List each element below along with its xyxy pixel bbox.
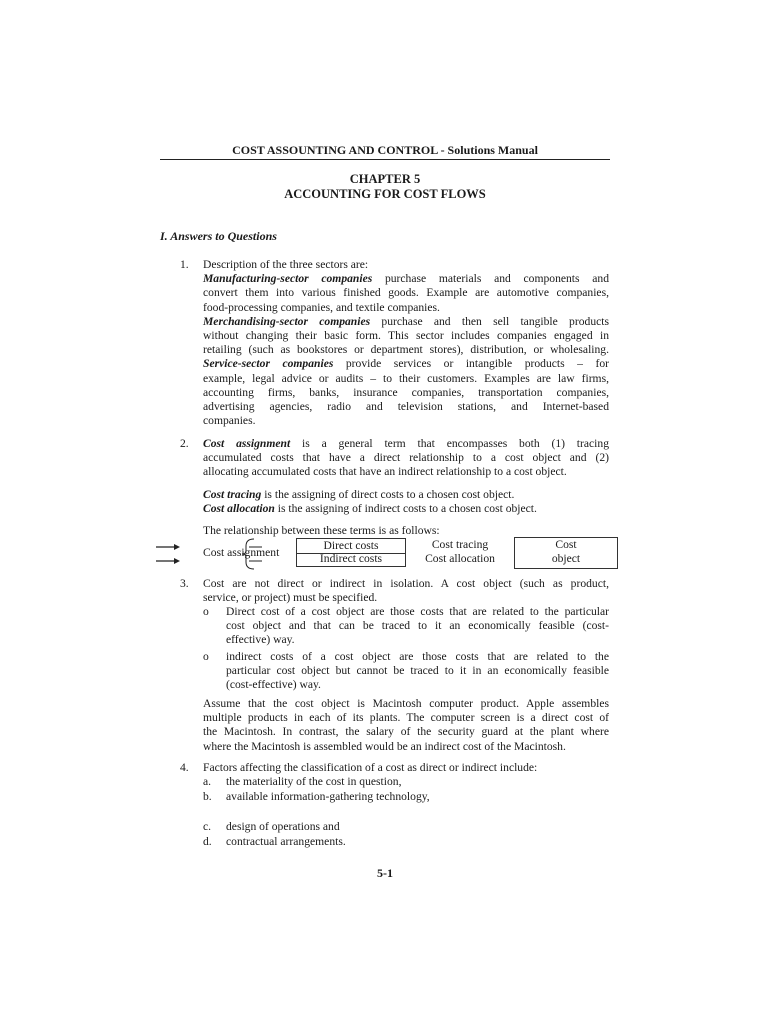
q3-p-line-1: Assume that the cost object is Macintosh computer product. Apple assembles — [203, 697, 609, 710]
header-rule — [160, 159, 610, 160]
q3-p-line-4: where the Macintosh is assembled would be an indirect cost of the Macintosh. — [203, 739, 566, 753]
cost-tracing-text: is the assigning of direct costs to a chosen cost object. — [261, 488, 515, 501]
q1-service-line-3: accounting firms, banks, insurance companies, transportation companies, — [203, 385, 609, 399]
q3-p-line-3: the Macintosh. In contrast, the salary of the security guard at the plant where — [203, 725, 609, 739]
q3-b2-line-1: indirect costs of a cost object are those costs that are related to the — [226, 650, 609, 663]
cost-object-box — [514, 537, 618, 569]
q2-relationship-intro: The relationship between these terms is as follows: — [203, 524, 440, 537]
question-2-number: 2. — [180, 437, 189, 450]
q4-item-d-text: contractual arrangements. — [226, 835, 346, 848]
q1-svc-text-1: provide services or intangible products – for — [333, 357, 609, 371]
q3-bullet-1 — [226, 605, 609, 648]
q1-manufacturing-line-3: food-processing companies, and textile companies. — [203, 300, 440, 314]
q3-b2-line-3: (cost-effective) way. — [226, 678, 321, 692]
q3-p-line-2: multiple products in each of its plants. The computer screen is a direct cost of — [203, 711, 609, 725]
document-header-title: COST ASSOUNTING AND CONTROL - Solutions Manual — [232, 143, 538, 157]
cost-assignment-term: Cost assignment — [203, 437, 291, 450]
q2-line-2: accumulated costs that have a direct relationship to a cost object and (2) — [203, 451, 609, 465]
cost-tracing-definition — [203, 488, 609, 502]
q3-bullet-2 — [226, 650, 609, 693]
q2-text-1: is a general term that encompasses both (1) tracing — [290, 437, 609, 450]
cost-allocation-definition — [203, 502, 609, 516]
q3-line-1: Cost are not direct or indirect in isolation. A cost object (such as product, — [203, 577, 609, 590]
q1-service-line-4: advertising agencies, radio and television stations, and Internet-based — [203, 400, 609, 414]
indirect-costs-box: Indirect costs — [296, 552, 406, 567]
arrow-head-icon — [174, 558, 180, 564]
cost-assignment-diagram — [150, 536, 620, 572]
q4-item-a-label: a. — [203, 775, 212, 788]
cost-tracing-term: Cost tracing — [203, 488, 262, 501]
q3-bullet-1-marker: o — [203, 605, 209, 618]
cost-allocation-text: is the assigning of indirect costs to a chosen cost object. — [274, 502, 537, 516]
service-term: Service-sector companies — [203, 357, 334, 371]
cost-object-line-1: Cost — [555, 538, 577, 551]
question-1-text — [203, 258, 609, 428]
q1-service-line-2: example, legal advice or audits – to their customers. Examples are law firms, — [203, 371, 609, 385]
manufacturing-term: Manufacturing-sector companies — [203, 272, 373, 286]
q3-b1-line-1: Direct cost of a cost object are those costs that are related to the particular — [226, 605, 609, 618]
q2-line-1 — [203, 437, 609, 451]
q3-line-2: service, or project) must be specified. — [203, 591, 378, 605]
chapter-number: CHAPTER 5 — [349, 172, 421, 186]
question-4-number: 4. — [180, 761, 189, 774]
diagram-cost-allocation-label: Cost allocation — [425, 552, 495, 565]
q1-service-line-5: companies. — [203, 414, 256, 428]
q3-b1-line-3: effective) way. — [226, 633, 295, 647]
question-3-number: 3. — [180, 577, 189, 590]
question-1-number: 1. — [180, 258, 189, 271]
q4-item-b-label: b. — [203, 790, 212, 803]
q1-merchandising-line-3: retailing (such as bookstores or department stores), distribution, or wholesaling. — [203, 343, 609, 357]
q4-item-c-text: design of operations and — [226, 820, 340, 833]
q3-bullet-2-marker: o — [203, 650, 209, 663]
q2-line-3: allocating accumulated costs that have an indirect relationship to a cost object. — [203, 465, 567, 479]
q3-b1-line-2: cost object and that can be traced to it an economically feasible (cost- — [226, 619, 609, 633]
question-2-text — [203, 437, 609, 480]
cost-allocation-term: Cost allocation — [203, 502, 275, 516]
q4-item-a-text: the materiality of the cost in question, — [226, 775, 402, 788]
q1-merchandising-line-2: without changing their basic form. This sector includes companies engaged in — [203, 329, 609, 343]
diagram-cost-tracing-label: Cost tracing — [431, 538, 489, 551]
q1-service-line-1 — [203, 357, 609, 371]
q1-manufacturing-line-2: convert them into various finished goods. Example are automotive companies, — [203, 286, 609, 300]
q2-definitions — [203, 488, 609, 516]
direct-costs-box: Direct costs — [296, 538, 406, 554]
q4-item-c-label: c. — [203, 820, 212, 833]
q1-merchandising-line-1 — [203, 315, 609, 329]
q1-intro: Description of the three sectors are: — [203, 258, 369, 271]
page-number: 5-1 — [377, 866, 393, 880]
q4-item-b-text: available information-gathering technology, — [226, 790, 430, 803]
q4-intro: Factors affecting the classification of a cost as direct or indirect include: — [203, 761, 538, 774]
chapter-title: ACCOUNTING FOR COST FLOWS — [284, 187, 486, 201]
q1-mer-text-1: purchase and then sell tangible products — [370, 314, 609, 328]
q3-b2-line-2: particular cost object but cannot be traced to it in an economically feasible — [226, 664, 609, 678]
merchandising-term: Merchandising-sector companies — [203, 314, 371, 328]
q4-item-d-label: d. — [203, 835, 212, 848]
section-title: I. Answers to Questions — [160, 229, 277, 243]
diagram-cost-assignment-label: Cost assignment — [203, 546, 280, 559]
q3-example-paragraph — [203, 697, 609, 754]
question-3-text — [203, 577, 609, 605]
q1-manufacturing-line-1 — [203, 272, 609, 286]
cost-object-line-2: object — [551, 552, 581, 565]
arrow-head-icon — [174, 544, 180, 550]
q1-mfg-text-1: purchase materials and components and — [372, 272, 609, 286]
